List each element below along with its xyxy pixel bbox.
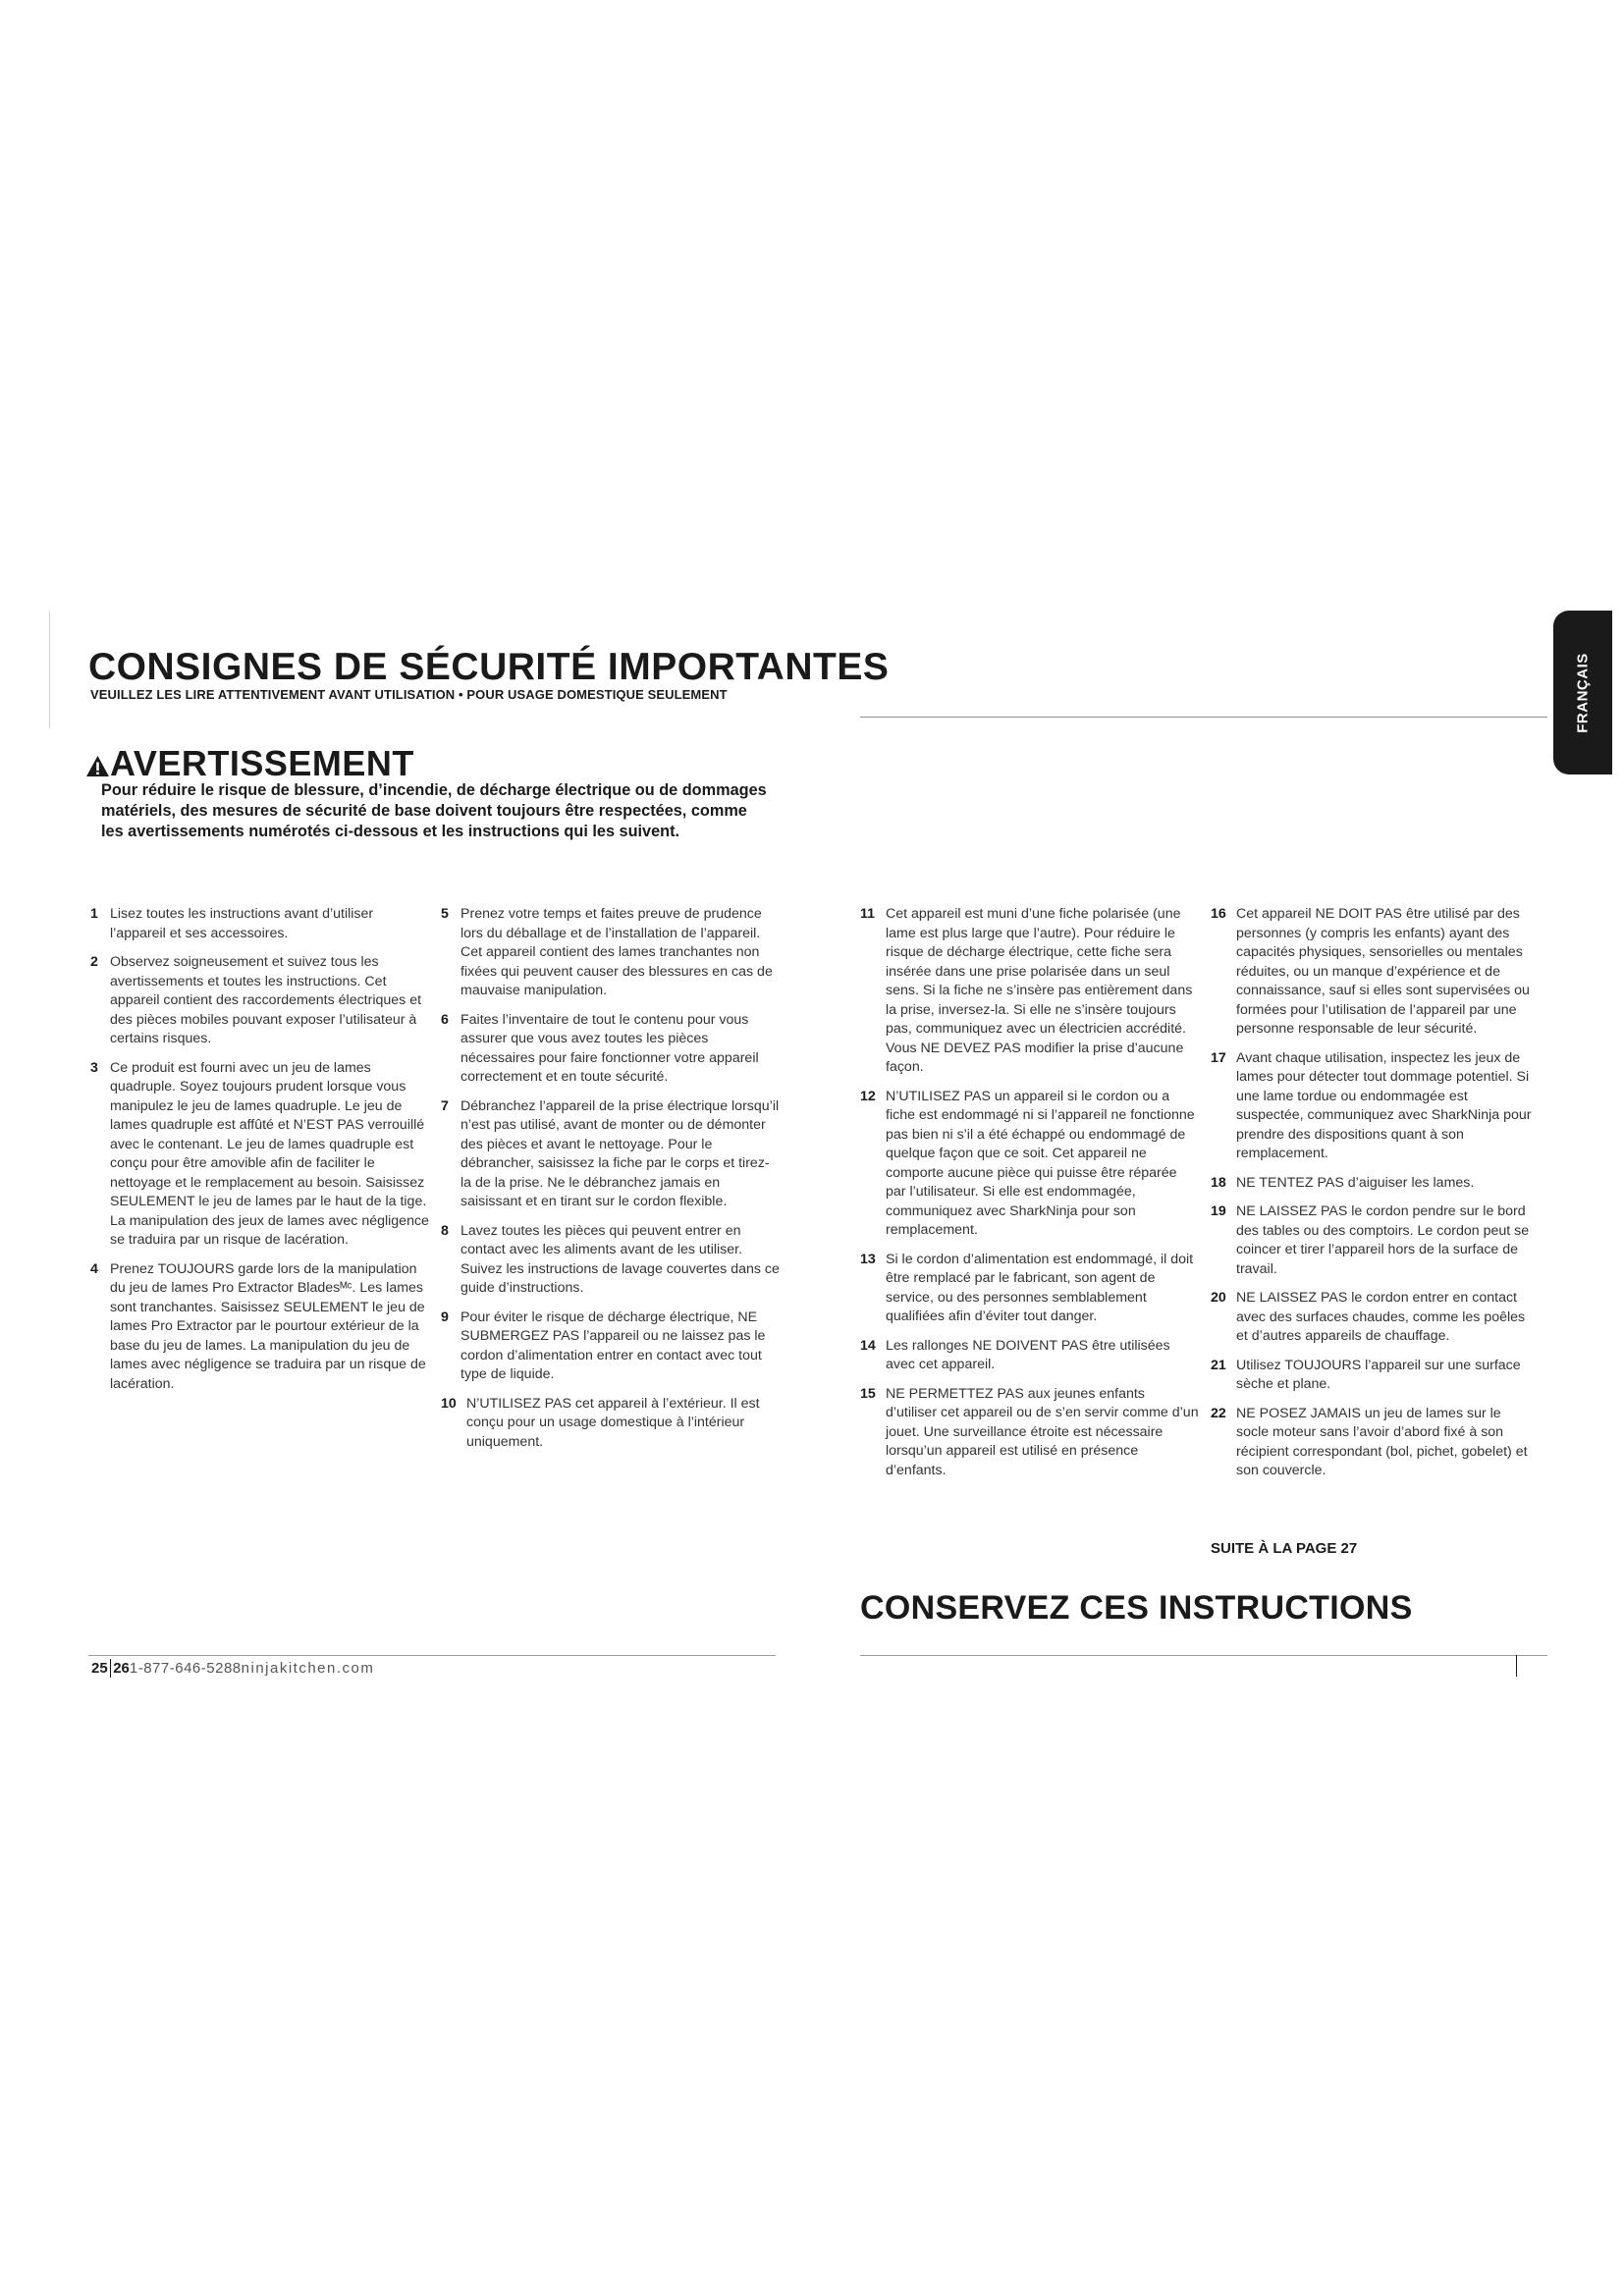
instructions-column-2 <box>441 905 780 1462</box>
instruction-text: Prenez votre temps et faites preuve de prudence lors du déballage et de l’installation de l’appareil. Cet appareil contient des lames tranchantes non fixées qui peuvent causer des blessures en cas de mauvaise manipulation. <box>460 906 773 998</box>
language-tab-label: FRANÇAIS <box>1574 653 1592 733</box>
margin-line <box>49 611 50 728</box>
instruction-item <box>1211 1357 1537 1395</box>
instruction-item <box>1211 1202 1537 1279</box>
page-number-left: 25 <box>91 1660 108 1677</box>
instruction-number: 5 <box>441 906 449 922</box>
instruction-item <box>1211 1049 1537 1164</box>
instruction-text: Cet appareil NE DOIT PAS être utilisé par des personnes (y compris les enfants) ayant des capacités physiques, sensorielles ou mentales réduites, ou un manque d’expérience et de connaissance, sauf si elles sont supervisées ou formées pour l’utilisation de l’appareil par une personne responsable de leur sécurité. <box>1236 906 1530 1037</box>
page-title: CONSIGNES DE SÉCURITÉ IMPORTANTES <box>88 646 890 688</box>
instructions-column-4 <box>1211 905 1537 1491</box>
instruction-number: 6 <box>441 1011 449 1028</box>
instruction-text: Pour éviter le risque de décharge électrique, NE SUBMERGEZ PAS l’appareil ou ne laissez pas le cordon d’alimentation entrer en contact avec tout type de liquide. <box>460 1308 766 1382</box>
instruction-item <box>860 1251 1199 1327</box>
instruction-number: 20 <box>1211 1290 1226 1306</box>
warning-triangle-icon <box>85 755 110 777</box>
instruction-item <box>1211 1289 1537 1347</box>
instruction-number: 2 <box>90 954 98 970</box>
instructions-column-3 <box>860 905 1199 1490</box>
instruction-text: Observez soigneusement et suivez tous les avertissements et toutes les instructions. Cet appareil contient des raccordements électriques et des pièces mobiles pouvant exposer l’utilisateur à certains risques. <box>110 954 422 1046</box>
instructions-column-1 <box>90 905 429 1404</box>
instruction-item <box>441 1222 780 1299</box>
instruction-text: Utilisez TOUJOURS l’appareil sur une surface sèche et plane. <box>1236 1357 1521 1392</box>
continued-note: SUITE À LA PAGE 27 <box>1211 1540 1358 1557</box>
website-link[interactable]: ninjakitchen.com <box>241 1660 375 1677</box>
instruction-text: Avant chaque utilisation, inspectez les jeux de lames pour détecter tout dommage potentiel. Si une lame tordue ou endommagée est suspectée, communiquez avec SharkNinja pour prendre des dispositions quant à son remplacement. <box>1236 1049 1532 1161</box>
instruction-number: 1 <box>90 906 98 922</box>
instruction-item <box>1211 905 1537 1040</box>
instruction-number: 14 <box>860 1337 876 1354</box>
page-subtitle: VEUILLEZ LES LIRE ATTENTIVEMENT AVANT UTILISATION • POUR USAGE DOMESTIQUE SEULEMENT <box>90 687 728 702</box>
instruction-number: 21 <box>1211 1357 1226 1373</box>
instruction-item <box>1211 1174 1537 1194</box>
instruction-item <box>441 1308 780 1385</box>
instruction-number: 13 <box>860 1251 876 1267</box>
instruction-text: NE PERMETTEZ PAS aux jeunes enfants d’utiliser cet appareil ou de s’en servir comme d’un jouet. Une surveillance étroite est nécessaire lorsqu’un appareil est utilisé en présence d’enfants. <box>886 1385 1199 1478</box>
instruction-text: Prenez TOUJOURS garde lors de la manipulation du jeu de lames Pro Extractor Bladesᴹᶜ. Les lames sont tranchantes. Saisissez SEULEMENT le jeu de lames Pro Extractor par le pourtour extérieur de la base du jeu de lames. La manipulation du jeu de lames avec négligence se traduira par un risque de lacération. <box>110 1260 426 1392</box>
footer-divider-right <box>860 1655 1547 1656</box>
language-tab <box>1553 611 1612 774</box>
instruction-item <box>860 1385 1199 1481</box>
instruction-text: Faites l’inventaire de tout le contenu pour vous assurer que vous avez toutes les pièces nécessaires pour faire fonctionner votre appareil correctement et en toute sécurité. <box>460 1011 759 1085</box>
page-number-right: 26 <box>113 1660 130 1677</box>
instruction-text: Si le cordon d’alimentation est endommagé, il doit être remplacé par le fabricant, son agent de service, ou des personnes semblablement qualifiées afin d’éviter tout danger. <box>886 1251 1194 1324</box>
instruction-item <box>90 953 429 1049</box>
instruction-text: NE LAISSEZ PAS le cordon entrer en contact avec des surfaces chaudes, comme les poêles et d’autres appareils de chauffage. <box>1236 1290 1526 1344</box>
instruction-text: N’UTILISEZ PAS un appareil si le cordon ou a fiche est endommagé ni si l’appareil ne fonctionne pas bien ni s’il a été échappé ou endommagé de quelque façon que ce soit. Cet appareil ne comporte aucune pièce qui puisse être réparée par l’utilisateur. Si elle est endommagée, communiquez avec SharkNinja pour son remplacement. <box>886 1088 1195 1238</box>
instruction-item <box>90 905 429 943</box>
instruction-text: Lavez toutes les pièces qui peuvent entrer en contact avec les aliments avant de les utiliser. Suivez les instructions de lavage couvertes dans ce guide d’instructions. <box>460 1222 780 1296</box>
instruction-number: 3 <box>90 1059 98 1076</box>
instruction-text: Les rallonges NE DOIVENT PAS être utilisées avec cet appareil. <box>886 1337 1170 1372</box>
instruction-item <box>441 1395 780 1453</box>
page-divider <box>110 1659 112 1678</box>
footer-divider-left <box>88 1655 776 1656</box>
instruction-text: NE LAISSEZ PAS le cordon pendre sur le bord des tables ou des comptoirs. Le cordon peut se coincer et tirer l’appareil hors de la surface de travail. <box>1236 1203 1530 1277</box>
instruction-text: Ce produit est fourni avec un jeu de lames quadruple. Soyez toujours prudent lorsque vous manipulez le jeu de lames quadruple. Le jeu de lames quadruple est affûté et N’EST PAS verrouillé avec le contenant. Le jeu de lames quadruple est conçu pour être amovible afin de faciliter le nettoyage et le remplacement au besoin. Saisissez SEULEMENT le jeu de lames par le haut de la tige. La manipulation des jeux de lames avec négligence se traduira par un risque de lacération. <box>110 1059 429 1248</box>
instruction-item <box>1211 1405 1537 1481</box>
instruction-number: 19 <box>1211 1203 1226 1219</box>
instruction-number: 17 <box>1211 1049 1226 1066</box>
instruction-text: NE POSEZ JAMAIS un jeu de lames sur le socle moteur sans l’avoir d’abord fixé à son récipient correspondant (bol, pichet, gobelet) et son couvercle. <box>1236 1405 1528 1478</box>
instruction-item <box>860 1088 1199 1241</box>
instruction-item <box>441 1011 780 1088</box>
instruction-number: 4 <box>90 1260 98 1277</box>
warning-heading: AVERTISSEMENT <box>110 743 414 783</box>
instruction-item <box>441 905 780 1001</box>
instruction-number: 10 <box>441 1395 457 1412</box>
instruction-number: 18 <box>1211 1174 1226 1191</box>
instruction-text: Débranchez l’appareil de la prise électrique lorsqu’il n’est pas utilisé, avant de monter ou de démonter des pièces et avant le nettoyage. Pour le débrancher, saisissez la fiche par le corps et tirez-la de la prise. Ne le débranchez jamais en saisissant et en tirant sur le cordon flexible. <box>460 1097 780 1209</box>
instruction-number: 12 <box>860 1088 876 1104</box>
instruction-number: 8 <box>441 1222 449 1239</box>
save-instructions-heading: CONSERVEZ CES INSTRUCTIONS <box>860 1589 1413 1627</box>
instruction-number: 22 <box>1211 1405 1226 1421</box>
instruction-number: 9 <box>441 1308 449 1325</box>
instruction-item <box>441 1097 780 1212</box>
instruction-text: N’UTILISEZ PAS cet appareil à l’extérieur. Il est conçu pour un usage domestique à l’intérieur uniquement. <box>466 1395 760 1450</box>
header-divider <box>860 717 1547 718</box>
instruction-item <box>90 1059 429 1251</box>
phone-number: 1-877-646-5288 <box>129 1660 242 1677</box>
instruction-item <box>860 1337 1199 1375</box>
instruction-item <box>860 905 1199 1078</box>
instruction-number: 7 <box>441 1097 449 1114</box>
instruction-item <box>90 1260 429 1395</box>
footer <box>91 1659 374 1678</box>
footer-tick <box>1516 1655 1517 1677</box>
instruction-number: 16 <box>1211 906 1226 922</box>
warning-text: Pour réduire le risque de blessure, d’incendie, de décharge électrique ou de dommages matériels, des mesures de sécurité de base doivent toujours être respectées, comme les avertissements numérotés ci-dessous et les instructions qui les suivent. <box>101 781 767 840</box>
instruction-number: 15 <box>860 1385 876 1402</box>
instruction-text: NE TENTEZ PAS d’aiguiser les lames. <box>1236 1174 1475 1191</box>
instruction-number: 11 <box>860 906 875 922</box>
instruction-text: Cet appareil est muni d’une fiche polarisée (une lame est plus large que l’autre). Pour réduire le risque de décharge électrique, cette fiche sera insérée dans une prise polarisée dans un seul sens. Si la fiche ne s’insère pas entièrement dans la prise, inversez-la. Si elle ne s’insère toujours pas, communiquez avec un électricien accrédité. Vous NE DEVEZ PAS modifier la prise d’aucune façon. <box>886 906 1193 1075</box>
instruction-text: Lisez toutes les instructions avant d’utiliser l’appareil et ses accessoires. <box>110 906 374 941</box>
